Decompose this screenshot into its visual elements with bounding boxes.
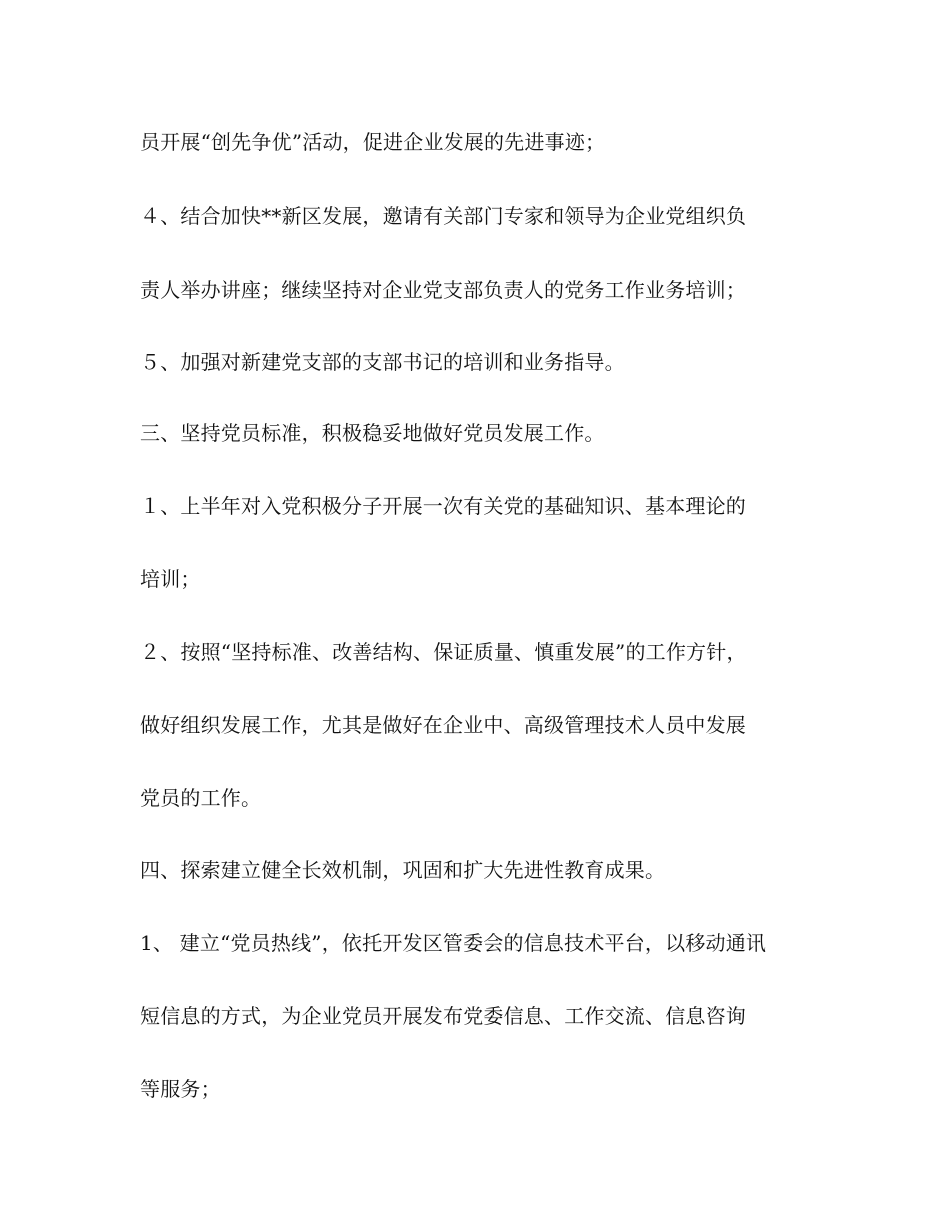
text-line: 培训； [140, 567, 201, 591]
text-line: 短信息的方式，为企业党员开展发布党委信息、工作交流、信息咨询 [140, 1004, 746, 1028]
text-line: ２、按照“坚持标准、改善结构、保证质量、慎重发展”的工作方针， [140, 640, 747, 664]
text-line: 1、 建立“党员热线”，依托开发区管委会的信息技术平台，以移动通讯 [140, 931, 767, 955]
text-line: 做好组织发展工作，尤其是做好在企业中、高级管理技术人员中发展 [140, 713, 746, 737]
text-line: 党员的工作。 [140, 786, 262, 810]
text-line: ４、结合加快**新区发展，邀请有关部门专家和领导为企业党组织负 [140, 204, 747, 228]
text-line: 责人举办讲座；继续坚持对企业党支部负责人的党务工作业务培训； [140, 278, 746, 302]
text-line: １、上半年对入党积极分子开展一次有关党的基础知识、基本理论的 [140, 494, 746, 518]
text-line: ５、加强对新建党支部的支部书记的培训和业务指导。 [140, 350, 625, 374]
text-line: 员开展“创先争优”活动，促进企业发展的先进事迹； [140, 130, 606, 154]
text-line: 四、探索建立健全长效机制，巩固和扩大先进性教育成果。 [140, 858, 666, 882]
text-line: 三、坚持党员标准，积极稳妥地做好党员发展工作。 [140, 421, 605, 445]
text-line: 等服务； [140, 1077, 221, 1101]
